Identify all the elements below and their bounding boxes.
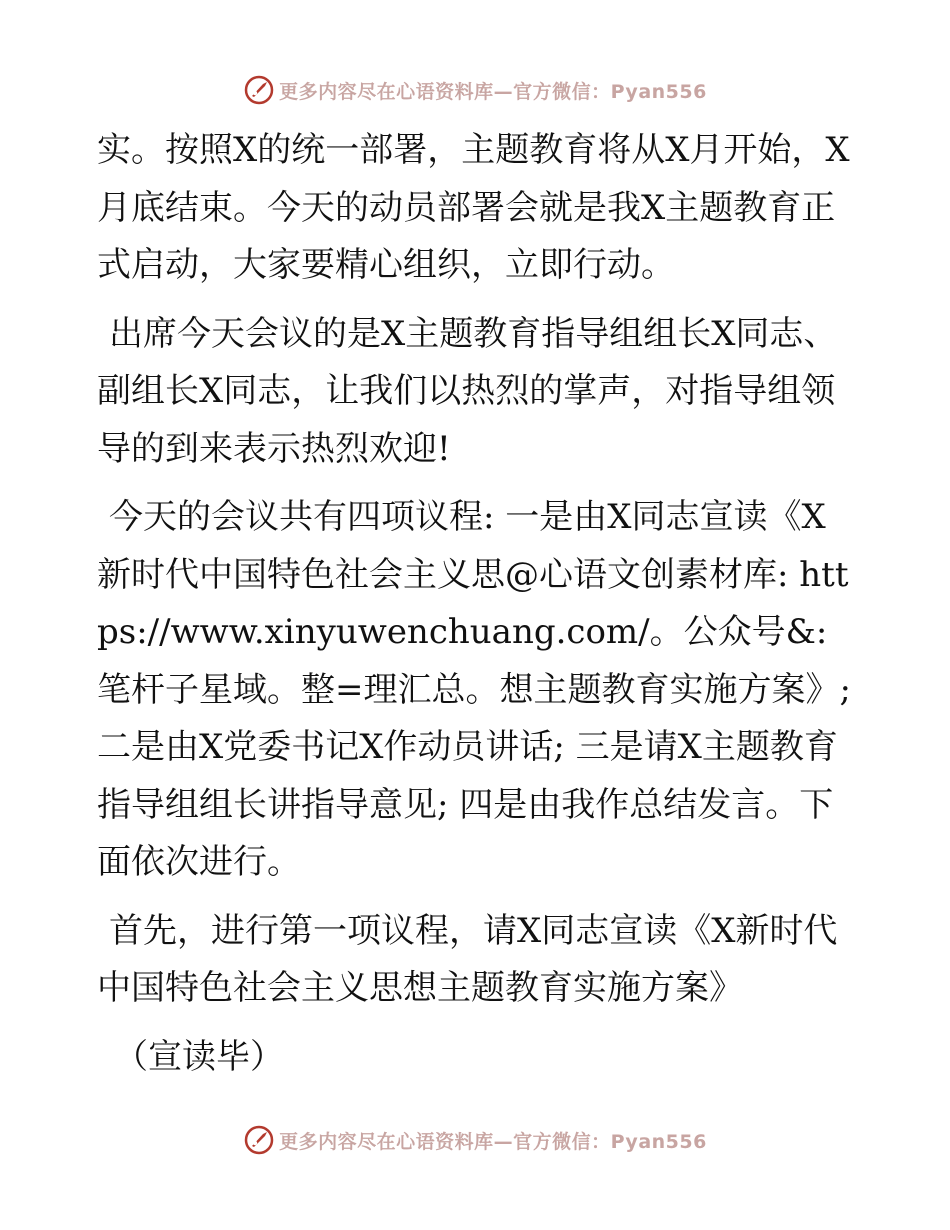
header-banner (0, 70, 950, 110)
quill-seal-icon (243, 1124, 275, 1156)
paragraph-2: 出席今天会议的是X主题教育指导组组长X同志、副组长X同志，让我们以热烈的掌声，对指导组领导的到来表示热烈欢迎! (97, 313, 838, 469)
paragraph-1: 实。按照X的统一部署，主题教育将从X月开始，X月底结束。今天的动员部署会就是我X主题教育正式启动，大家要精心组织，立即行动。 (97, 130, 850, 285)
paragraph-3: 今天的会议共有四项议程: 一是由X同志宣读《X新时代中国特色社会主义思@心语文创素材库: https://www.xinyuwenchuang.com/。公众号&: 笔杆子星域。整=理汇总。想主题教育实施方案》; 二是由X党委书记X作动员讲话; 三是请X主题教育指导组组长讲指导意见; 四是由我作总结发言。下面依次进行。 (97, 497, 851, 882)
footer-banner-text: 更多内容尽在心语资料库—官方微信：Pyan556 (279, 1130, 707, 1153)
paragraph-5: （宣读毕） (114, 1036, 284, 1077)
header-banner-text: 更多内容尽在心语资料库—官方微信：Pyan556 (279, 80, 707, 103)
paragraph-4: 首先，进行第一项议程，请X同志宣读《X新时代中国特色社会主义思想主题教育实施方案》 (97, 910, 838, 1008)
quill-seal-icon (243, 74, 275, 106)
document-body (97, 122, 857, 1097)
footer-banner (0, 1120, 950, 1160)
